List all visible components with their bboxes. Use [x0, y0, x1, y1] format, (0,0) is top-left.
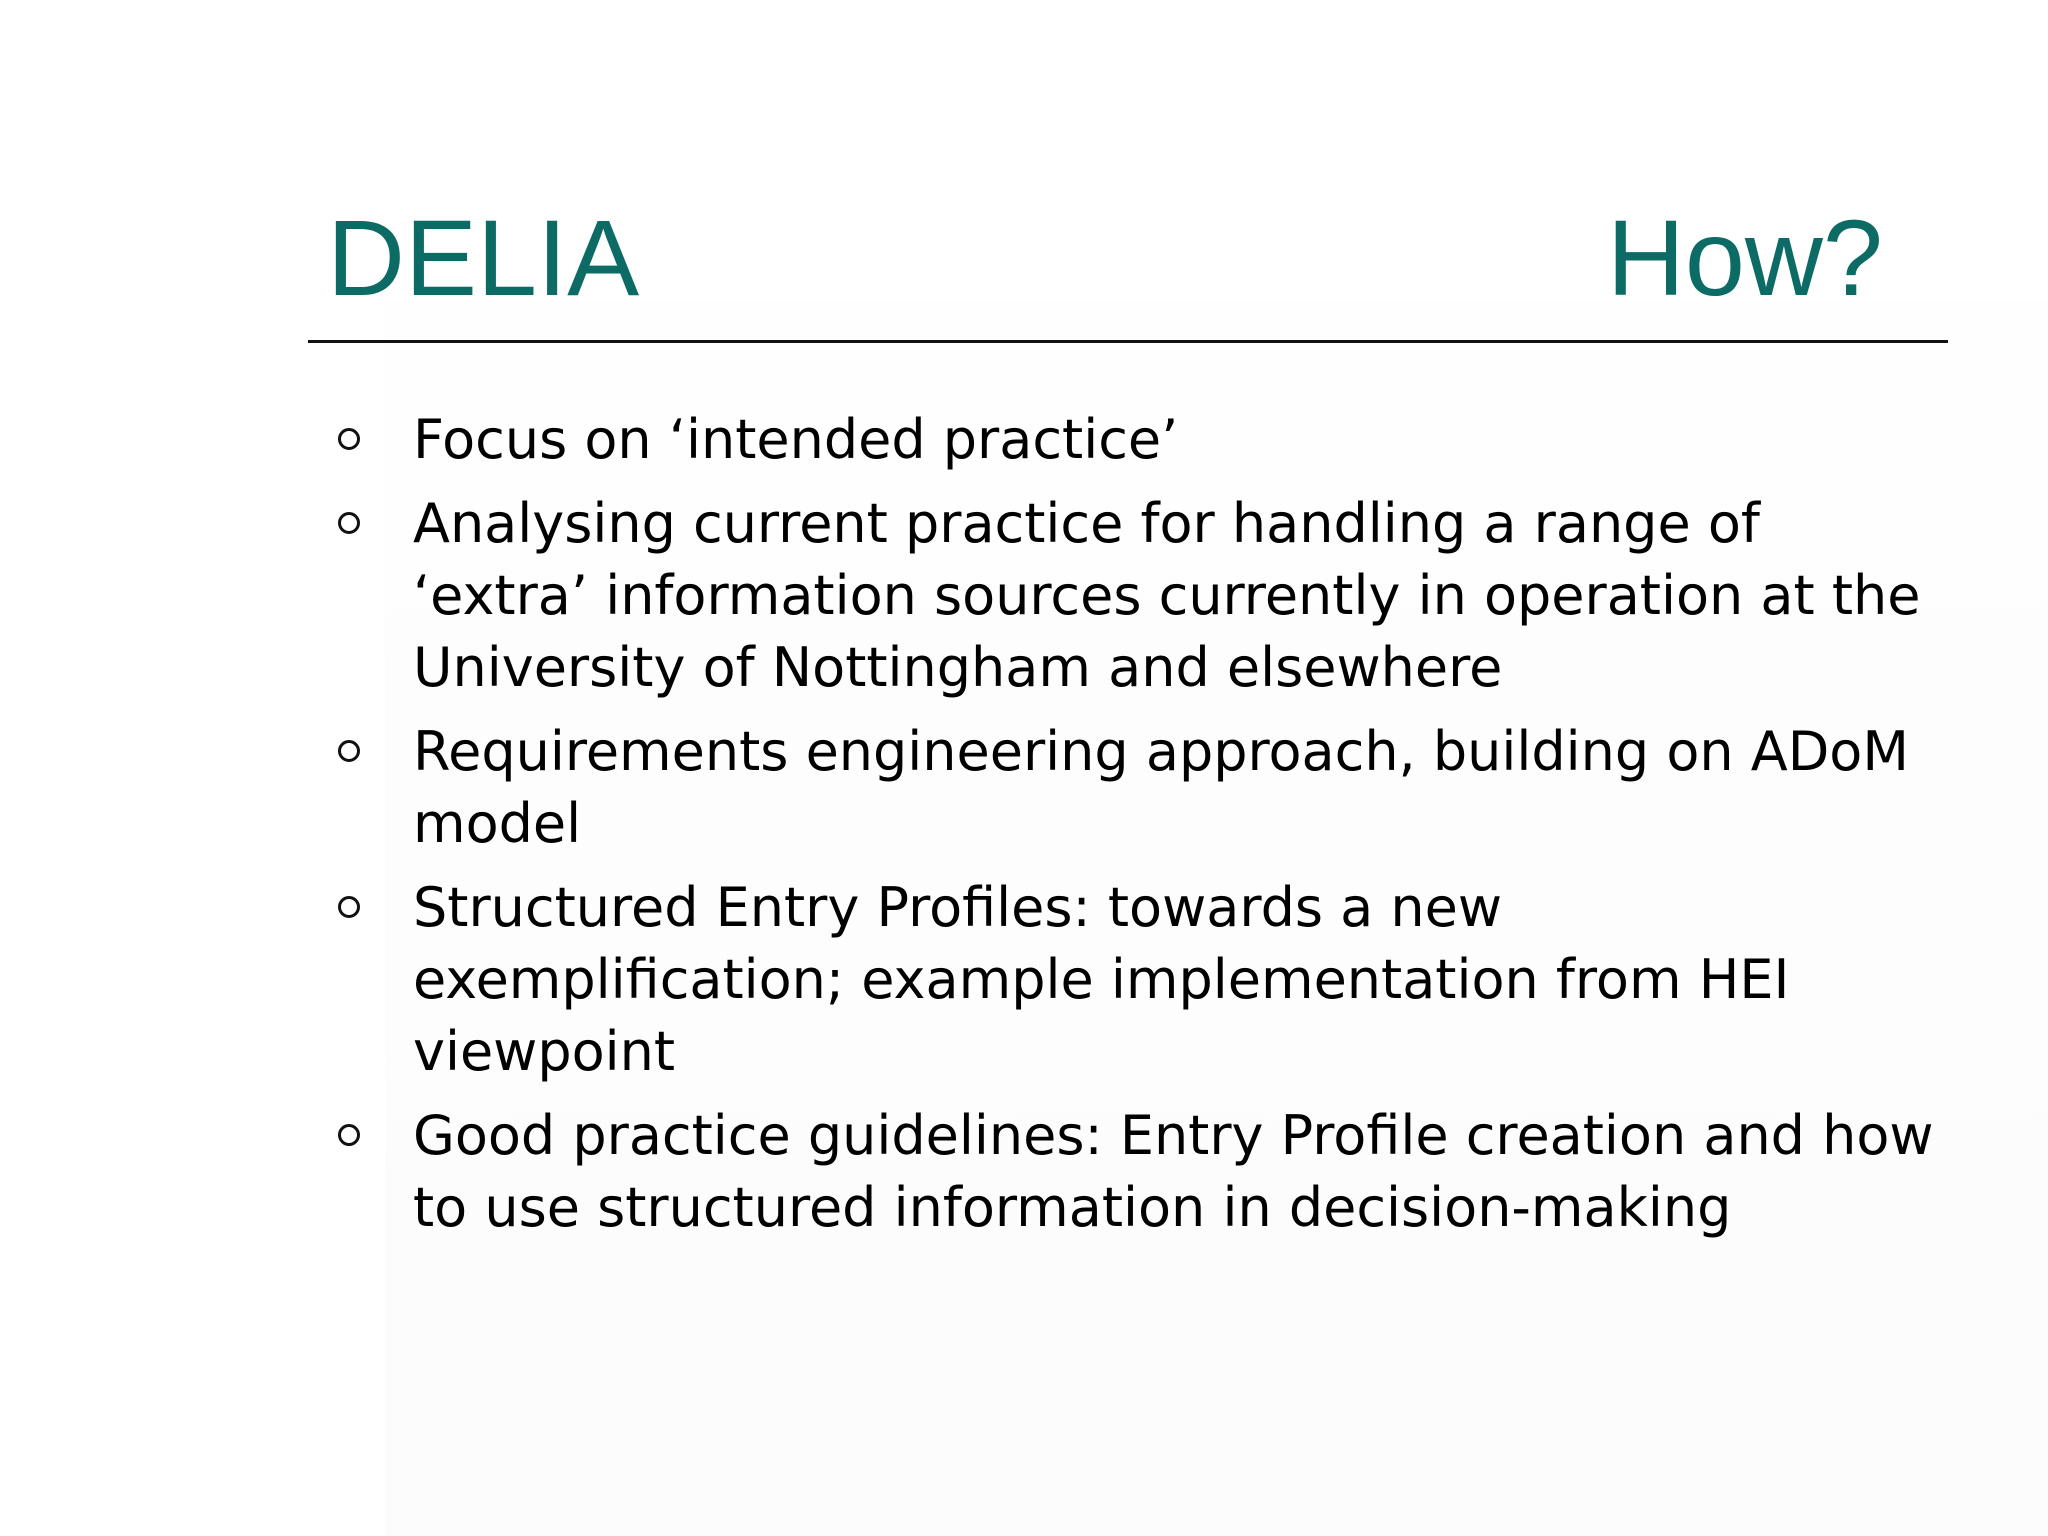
bullet-item: [330, 872, 1950, 1088]
bullet-item: [330, 716, 1950, 860]
hollow-circle-bullet-icon: [338, 896, 360, 918]
bullet-text: Focus on ‘intended practice’: [413, 408, 1179, 471]
hollow-circle-bullet-icon: [338, 428, 360, 450]
bullet-list: [330, 404, 1950, 1256]
slide-subtitle: How?: [1606, 197, 1883, 318]
bullet-item: [330, 1100, 1950, 1244]
hollow-circle-bullet-icon: [338, 512, 360, 534]
hollow-circle-bullet-icon: [338, 1124, 360, 1146]
bullet-text: Requirements engineering approach, building on ADoM model: [413, 720, 1909, 855]
bullet-text: Structured Entry Profiles: towards a new exemplification; example implementation from HEI viewpoint: [413, 876, 1790, 1083]
bullet-item: [330, 404, 1950, 476]
slide-title: DELIA: [327, 197, 640, 318]
title-divider: [308, 340, 1948, 343]
bullet-item: [330, 488, 1950, 704]
hollow-circle-bullet-icon: [338, 740, 360, 762]
bullet-text: Good practice guidelines: Entry Profile creation and how to use structured information in decision-making: [413, 1104, 1934, 1239]
bullet-text: Analysing current practice for handling a range of ‘extra’ information sources currently in operation at the University of Nottingham and elsewhere: [413, 492, 1921, 699]
